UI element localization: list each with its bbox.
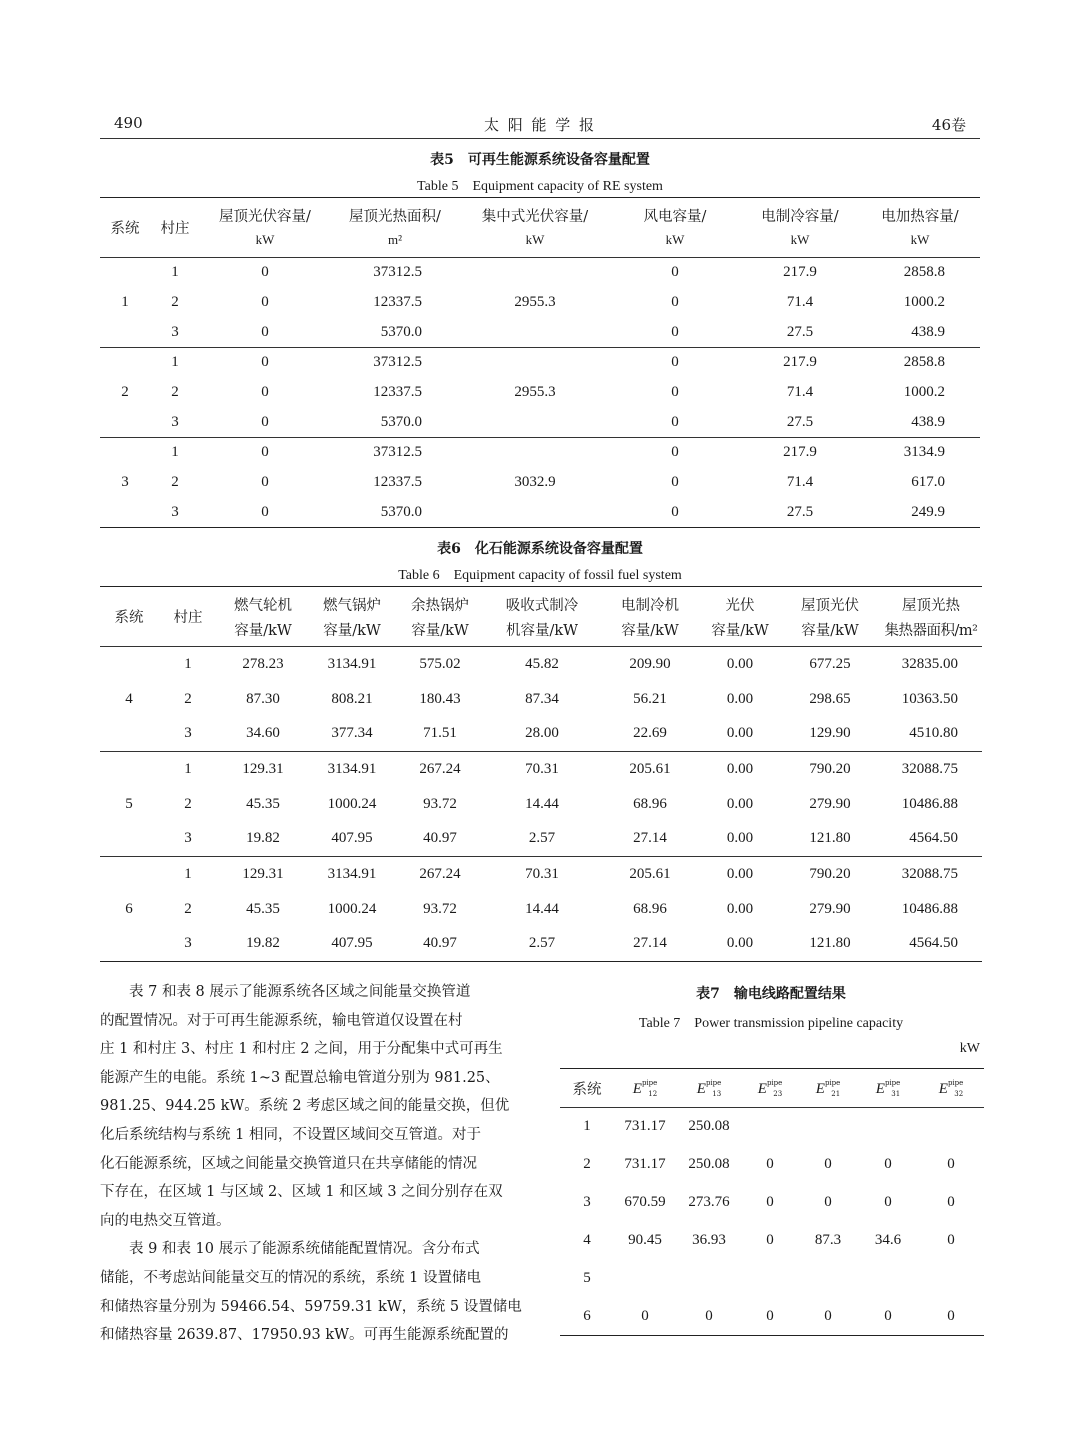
system-cell: 1 [583,1118,591,1135]
value-cell: 267.24 [419,865,461,882]
value-cell: 0 [824,1307,832,1324]
value-cell: 27.14 [633,935,667,952]
value-cell: 0 [261,474,269,490]
symbol-base: E [938,1080,948,1097]
value-cell [918,1260,984,1298]
symbol-subscript: 31 [891,1089,901,1098]
table6-header-unit: 机容量/kW [484,617,600,647]
value-cell [858,1260,918,1298]
value-cell: 10486.88 [901,795,958,812]
value-cell [918,1108,984,1146]
value-cell: 0 [671,474,679,490]
central-pv-cell: 2955.3 [460,258,610,348]
village-cell: 3 [158,822,218,857]
symbol-superscript: pipe [766,1078,783,1087]
table7-header-symbol [858,1069,918,1108]
value-cell: 5370.0 [330,408,460,438]
value-cell: 45.35 [246,900,280,917]
table6-header: 村庄 [158,587,218,647]
table7-header-symbol [918,1069,984,1108]
value-cell: 0.00 [726,655,754,672]
value-cell: 249.9 [911,503,945,520]
table7 [560,1068,984,1336]
value-cell: 71.4 [786,474,814,490]
value-cell: 129.90 [780,717,880,752]
value-cell: 12337.5 [373,294,422,310]
table6-header-unit: 容量/kW [600,617,700,647]
table6-header-unit: 容量/kW [396,617,484,647]
text-line: 庄 1 和村庄 3、村庄 1 和村庄 2 之间，用于分配集中式可再生 [100,1041,503,1058]
value-cell: 3134.91 [327,655,377,672]
table5-caption-en: Table 5 Equipment capacity of RE system [417,179,663,194]
value-cell: 0 [884,1156,892,1172]
value-cell: 34.60 [218,717,308,752]
table5-header-unit: kW [200,228,330,258]
header-rule [100,138,980,139]
value-cell: 27.5 [740,318,860,348]
page-number: 490 [114,114,143,132]
value-cell: 0 [671,354,679,371]
value-cell: 0 [261,294,269,310]
value-cell: 121.80 [780,822,880,857]
value-cell: 617.0 [911,474,945,490]
text-line: 表 7 和表 8 展示了能源系统各区域之间能量交换管道 [129,984,471,1000]
table6-header: 吸收式制冷 [505,598,579,615]
value-cell: 5370.0 [330,318,460,348]
text-line: 向的电热交互管道。 [100,1212,231,1229]
value-cell: 32088.75 [901,865,958,882]
value-cell: 0.00 [726,935,754,952]
village-cell: 2 [171,294,179,310]
symbol-superscript: pipe [641,1078,658,1087]
symbol-subscript: 12 [648,1089,658,1098]
table-row [100,752,982,787]
value-cell: 22.69 [600,717,700,752]
value-cell: 45.82 [525,655,559,672]
table6-caption-en: Table 6 Equipment capacity of fossil fuel system [398,568,682,583]
value-cell: 407.95 [308,822,396,857]
value-cell: 56.21 [633,690,667,707]
table6-header: 余热锅炉 [411,598,469,615]
value-cell: 273.76 [688,1194,730,1210]
table7-header-symbol [798,1069,858,1108]
value-cell: 87.30 [246,690,280,707]
value-cell: 19.82 [218,822,308,857]
value-cell: 32088.75 [901,760,958,777]
value-cell: 0 [947,1156,955,1172]
value-cell: 0 [766,1156,774,1172]
symbol-base: E [632,1080,642,1097]
value-cell: 93.72 [423,795,457,812]
value-cell: 2858.8 [903,264,945,281]
value-cell: 19.82 [246,935,280,952]
value-cell: 0 [610,318,740,348]
table-row [100,717,982,752]
text-line: 能源产生的电能。系统 1~3 配置总输电管道分别为 981.25、 [100,1069,500,1086]
value-cell: 70.31 [525,865,559,882]
body-paragraphs [100,978,520,1350]
value-cell: 68.96 [633,795,667,812]
table-row [560,1146,984,1184]
table6-caption-cn: 表6 化石能源系统设备容量配置 [437,541,643,557]
table7-caption-en: Table 7 Power transmission pipeline capacity [638,1016,904,1031]
value-cell: 0.00 [726,865,754,882]
value-cell: 217.9 [783,264,817,281]
value-cell: 129.31 [242,760,284,777]
table-row [100,787,982,822]
value-cell: 32835.00 [901,655,958,672]
symbol-subscript: 21 [831,1089,841,1098]
table-row [100,822,982,857]
value-cell: 10486.88 [901,900,958,917]
value-cell: 0 [824,1194,832,1210]
system-cell: 2 [100,348,150,438]
value-cell: 0 [261,264,269,281]
value-cell [858,1108,918,1146]
value-cell: 0.00 [726,900,754,917]
value-cell: 298.65 [809,690,851,707]
value-cell: 731.17 [624,1118,666,1135]
value-cell: 90.45 [628,1232,662,1248]
value-cell: 205.61 [629,760,671,777]
symbol-superscript: pipe [824,1078,841,1087]
system-cell: 5 [100,752,158,857]
table-row [560,1184,984,1222]
value-cell: 71.51 [396,717,484,752]
value-cell: 250.08 [688,1118,730,1135]
central-pv-cell: 2955.3 [460,348,610,438]
table5-header: 电制冷容量/ [761,209,839,226]
value-cell: 36.93 [692,1232,726,1248]
table6-header-unit: 容量/kW [700,617,780,647]
value-cell: 0 [200,318,330,348]
value-cell [614,1260,676,1298]
central-pv-cell: 3032.9 [514,474,556,490]
value-cell: 0 [671,294,679,310]
value-cell: 407.95 [331,935,373,952]
value-cell: 12337.5 [373,474,422,490]
value-cell: 808.21 [331,690,373,707]
table-row [100,857,982,892]
system-cell: 4 [583,1232,591,1248]
value-cell: 0 [884,1194,892,1210]
value-cell: 0 [705,1307,713,1324]
table5-header: 电加热容量/ [881,209,959,226]
value-cell: 0.00 [726,795,754,812]
value-cell: 121.80 [809,935,851,952]
text-line: 的配置情况。对于可再生能源系统，输电管道仅设置在村 [100,1012,463,1029]
table5-header: 集中式光伏容量/ [481,209,589,226]
value-cell: 2.57 [484,822,600,857]
table6-header-unit: 集热器面积/m² [880,617,982,647]
value-cell: 279.90 [809,900,851,917]
value-cell: 267.24 [419,760,461,777]
text-line: 981.25、944.25 kW。系统 2 考虑区域之间的能量交换，但优 [100,1098,510,1115]
value-cell: 0 [671,444,679,461]
table7-caption-cn: 表7 输电线路配置结果 [696,986,846,1002]
symbol-superscript: pipe [884,1078,901,1087]
table6-header-unit: 容量/kW [218,617,308,647]
value-cell [676,1260,742,1298]
system-cell: 3 [583,1194,591,1210]
table6-header: 燃气轮机 [234,598,292,615]
symbol-subscript: 23 [773,1089,783,1098]
value-cell: 28.00 [484,717,600,752]
value-cell: 4510.80 [880,717,982,752]
table5-header-unit: kW [460,228,610,258]
value-cell: 217.9 [783,354,817,371]
value-cell: 3134.91 [327,760,377,777]
value-cell: 37312.5 [373,354,422,371]
value-cell: 279.90 [809,795,851,812]
symbol-subscript: 32 [954,1089,964,1098]
value-cell: 14.44 [525,795,559,812]
table-row [560,1108,984,1146]
symbol-superscript: pipe [947,1078,964,1087]
value-cell: 27.5 [740,408,860,438]
value-cell: 68.96 [633,900,667,917]
value-cell: 71.4 [786,294,814,310]
table6-header: 屋顶光热 [902,598,960,615]
text-line: 下存在，在区域 1 与区域 2、区域 1 和区域 3 之间分别存在双 [100,1184,503,1201]
value-cell: 34.6 [874,1232,902,1248]
value-cell: 5370.0 [380,503,422,520]
system-cell: 6 [583,1307,591,1324]
table7-header-symbol [676,1069,742,1108]
table6-header: 屋顶光伏 [801,598,859,615]
text-line: 表 9 和表 10 展示了能源系统储能配置情况。含分布式 [129,1241,480,1258]
value-cell [742,1108,798,1146]
table5-header-unit: m² [330,228,460,258]
value-cell: 10363.50 [901,690,958,707]
value-cell: 0 [641,1307,649,1324]
table6 [100,586,982,962]
value-cell: 790.20 [809,865,851,882]
paragraph-2 [100,1235,520,1349]
village-cell: 3 [150,318,200,348]
system-cell: 5 [583,1270,591,1286]
table6-header: 燃气锅炉 [323,598,381,615]
village-cell: 1 [184,760,192,777]
symbol-base: E [815,1080,825,1097]
table5-header-unit: kW [740,228,860,258]
value-cell: 40.97 [396,822,484,857]
value-cell: 575.02 [419,655,461,672]
value-cell: 0 [824,1156,832,1172]
value-cell: 180.43 [419,690,461,707]
village-cell: 3 [171,503,179,520]
text-line: 和储热容量 2639.87、17950.93 kW。可再生能源系统配置的 [100,1327,509,1344]
table6-header: 系统 [100,587,158,647]
value-cell: 70.31 [525,760,559,777]
village-cell: 1 [184,865,192,882]
value-cell: 40.97 [423,935,457,952]
symbol-base: E [696,1080,706,1097]
system-cell: 2 [583,1156,591,1172]
value-cell: 0.00 [726,760,754,777]
value-cell: 0 [947,1307,955,1324]
value-cell: 438.9 [860,318,980,348]
table7-header: 系统 [560,1069,614,1108]
table7-unit: kW [959,1041,980,1056]
value-cell: 1000.24 [327,795,377,812]
value-cell: 1000.24 [327,900,377,917]
village-cell: 2 [184,900,192,917]
value-cell: 3134.9 [903,444,945,461]
value-cell [742,1260,798,1298]
system-cell: 4 [100,647,158,752]
village-cell: 1 [171,444,179,461]
village-cell: 3 [150,408,200,438]
table-row [100,682,982,717]
value-cell: 1000.2 [903,294,945,310]
value-cell: 37312.5 [373,444,422,461]
value-cell: 0.00 [700,717,780,752]
value-cell: 0 [261,384,269,400]
value-cell: 0.00 [726,690,754,707]
paragraph-1 [100,978,520,1235]
value-cell: 27.5 [786,503,814,520]
value-cell: 71.4 [786,384,814,400]
table-row [100,927,982,962]
value-cell: 4564.50 [880,822,982,857]
symbol-subscript: 13 [712,1089,722,1098]
table6-header: 电制冷机 [621,598,679,615]
value-cell: 0 [671,503,679,520]
text-line: 化石能源系统，区域之间能量交换管道只在共享储能的情况 [100,1155,477,1172]
value-cell: 0 [200,408,330,438]
value-cell: 0 [671,384,679,400]
value-cell: 93.72 [423,900,457,917]
value-cell: 3134.91 [327,865,377,882]
value-cell: 87.3 [814,1232,842,1248]
value-cell: 0 [766,1194,774,1210]
value-cell: 0 [884,1307,892,1324]
text-line: 和储热容量分别为 59466.54、59759.31 kW，系统 5 设置储电 [100,1298,522,1315]
value-cell: 2858.8 [903,354,945,371]
table-row [100,348,980,378]
table5-header: 风电容量/ [643,209,707,226]
volume-label: 46卷 [931,116,966,134]
table5-header-unit: kW [860,228,980,258]
value-cell: 278.23 [242,655,284,672]
table5-header: 屋顶光伏容量/ [219,209,311,226]
system-cell: 3 [121,474,129,490]
value-cell: 12337.5 [373,384,422,400]
value-cell: 670.59 [624,1194,666,1210]
value-cell: 731.17 [624,1156,666,1172]
table-row [560,1298,984,1336]
value-cell: 87.34 [525,690,559,707]
value-cell: 45.35 [246,795,280,812]
table5-header: 屋顶光热面积/ [349,209,441,226]
value-cell: 0 [261,444,269,461]
value-cell: 677.25 [809,655,851,672]
table6-header-unit: 容量/kW [780,617,880,647]
table5-header: 系统 [100,198,150,258]
value-cell: 129.31 [242,865,284,882]
value-cell: 377.34 [308,717,396,752]
table5 [100,197,980,528]
value-cell: 1000.2 [903,384,945,400]
value-cell: 0 [947,1194,955,1210]
village-cell: 1 [184,655,192,672]
table7-header-symbol [614,1069,676,1108]
village-cell: 3 [184,935,192,952]
village-cell: 2 [171,384,179,400]
village-cell: 2 [184,795,192,812]
village-cell: 1 [171,264,179,281]
table-row [100,892,982,927]
value-cell: 4564.50 [909,935,958,952]
table-row [100,438,980,468]
value-cell: 0 [766,1307,774,1324]
symbol-base: E [875,1080,885,1097]
value-cell: 0 [261,354,269,371]
system-cell: 1 [100,258,150,348]
value-cell: 0 [671,264,679,281]
table7-header-symbol [742,1069,798,1108]
value-cell: 0 [261,503,269,520]
table5-header: 村庄 [150,198,200,258]
value-cell: 27.14 [600,822,700,857]
value-cell: 2.57 [528,935,556,952]
value-cell: 217.9 [783,444,817,461]
value-cell: 205.61 [629,865,671,882]
value-cell: 37312.5 [373,264,422,281]
value-cell: 0.00 [700,822,780,857]
table-row [560,1222,984,1260]
village-cell: 3 [158,717,218,752]
table-row [100,647,982,682]
value-cell: 14.44 [525,900,559,917]
table6-header: 光伏 [725,598,755,615]
value-cell: 438.9 [860,408,980,438]
system-cell: 6 [125,900,133,917]
value-cell: 0 [947,1232,955,1248]
value-cell [798,1260,858,1298]
value-cell: 0 [766,1232,774,1248]
symbol-base: E [757,1080,767,1097]
value-cell: 250.08 [688,1156,730,1172]
text-line: 化后系统结构与系统 1 相同，不设置区域间交互管道。对于 [100,1126,481,1143]
village-cell: 2 [184,690,192,707]
village-cell: 2 [171,474,179,490]
table-row [560,1260,984,1298]
table5-header-unit: kW [610,228,740,258]
table6-header-unit: 容量/kW [308,617,396,647]
value-cell: 209.90 [629,655,671,672]
village-cell: 1 [171,354,179,371]
value-cell: 0 [610,408,740,438]
symbol-superscript: pipe [705,1078,722,1087]
value-cell [798,1108,858,1146]
value-cell: 790.20 [809,760,851,777]
text-line: 储能，不考虑站间能量交互的情况的系统，系统 1 设置储电 [100,1269,481,1286]
table-row [100,258,980,288]
table5-caption-cn: 表5 可再生能源系统设备容量配置 [430,152,650,168]
journal-title: 太 阳 能 学 报 [483,116,597,134]
